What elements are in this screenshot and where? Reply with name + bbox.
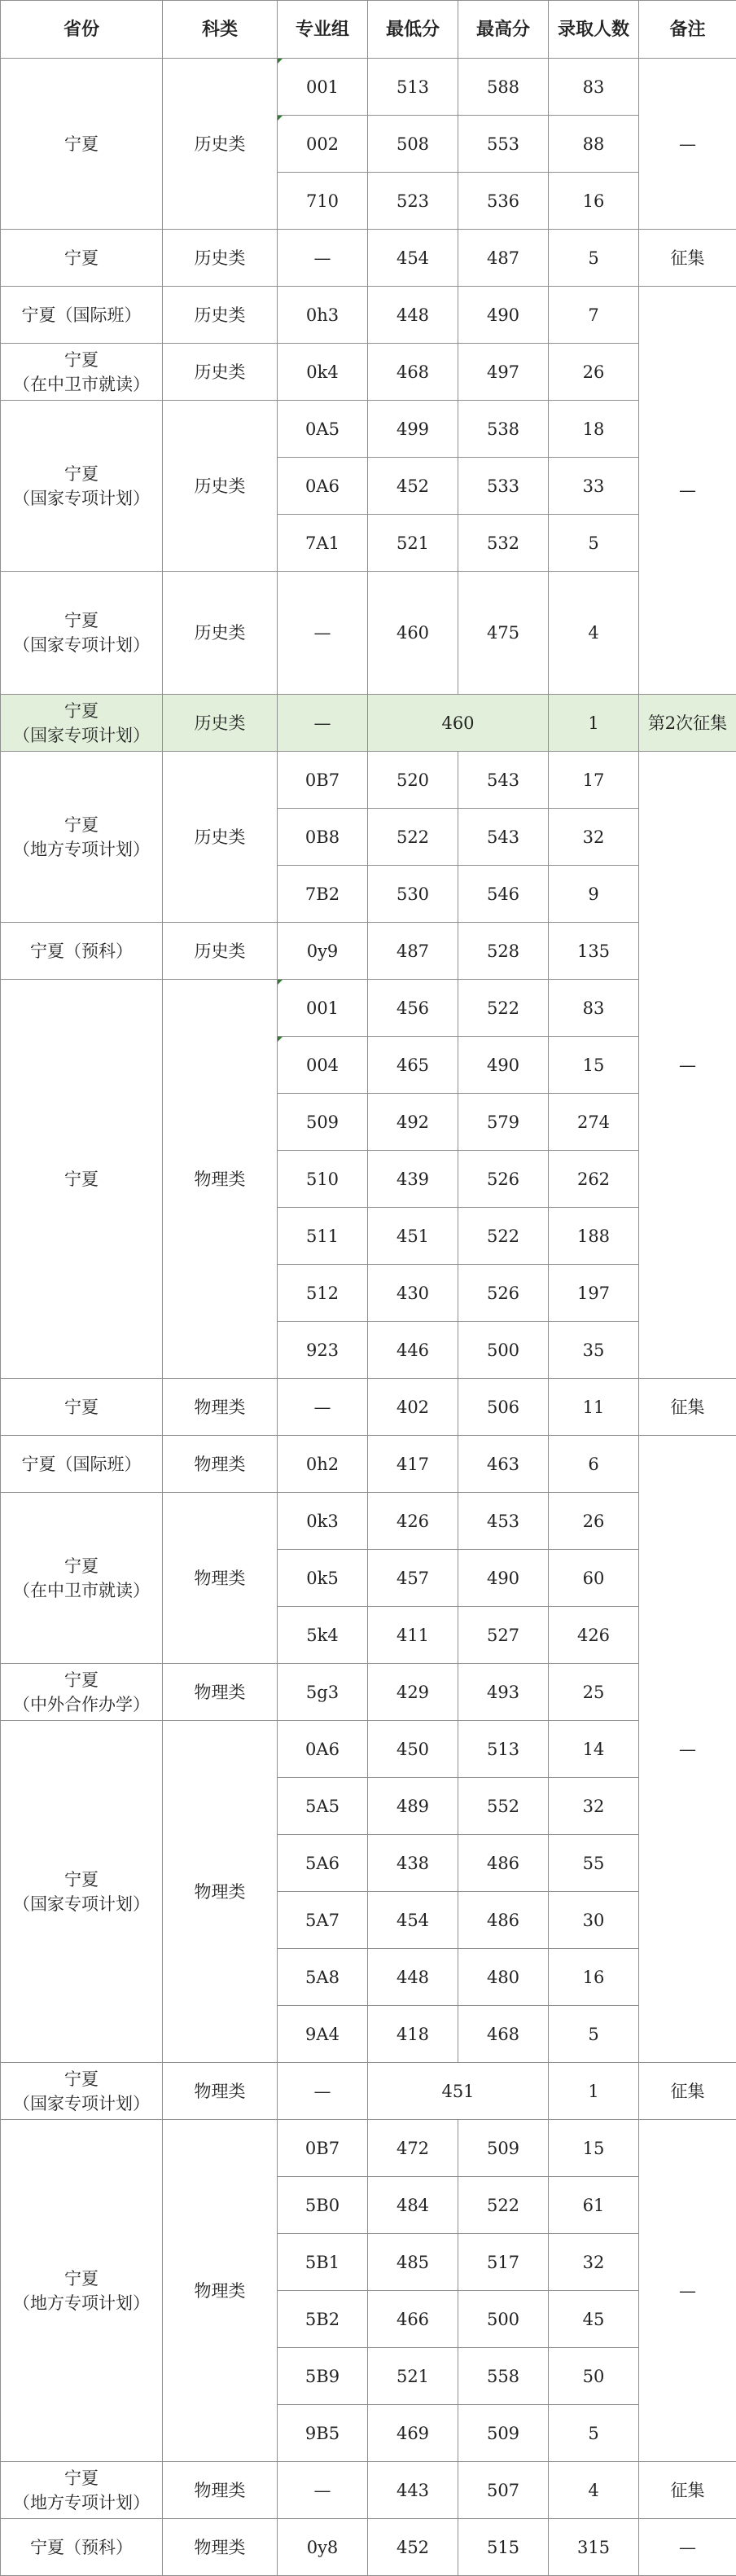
- max-score-cell: 500: [458, 1322, 549, 1379]
- province-cell: 宁夏（预科）: [1, 923, 163, 980]
- header-admitted-count: 录取人数: [549, 1, 639, 59]
- major-group-cell: 5B1: [278, 2234, 368, 2291]
- subject-cell: 历史类: [163, 572, 278, 695]
- major-group-cell: —: [278, 572, 368, 695]
- remark-cell: 征集: [639, 1379, 736, 1436]
- max-score-cell: 487: [458, 230, 549, 287]
- min-score-cell: 523: [368, 173, 458, 230]
- province-cell: 宁夏 （国家专项计划）: [1, 572, 163, 695]
- table-row: [1, 980, 736, 1037]
- table-row: [1, 1721, 736, 1778]
- table-row: [1, 1379, 736, 1436]
- remark-cell: —: [639, 2519, 736, 2576]
- header-min-score: 最低分: [368, 1, 458, 59]
- max-score-cell: 463: [458, 1436, 549, 1493]
- min-score-cell: 443: [368, 2462, 458, 2519]
- header-major-group: 专业组: [278, 1, 368, 59]
- major-group-cell: 923: [278, 1322, 368, 1379]
- min-score-cell: 454: [368, 230, 458, 287]
- table-row: [1, 344, 736, 401]
- admitted-count-cell: 16: [549, 1949, 639, 2006]
- admitted-count-cell: 30: [549, 1892, 639, 1949]
- min-score-cell: 452: [368, 458, 458, 515]
- max-score-cell: 588: [458, 59, 549, 116]
- admitted-count-cell: 1: [549, 2063, 639, 2120]
- subject-cell: 物理类: [163, 2462, 278, 2519]
- admitted-count-cell: 15: [549, 1037, 639, 1094]
- max-score-cell: 509: [458, 2120, 549, 2177]
- header-row: [1, 1, 736, 59]
- max-score-cell: 546: [458, 866, 549, 923]
- subject-cell: 历史类: [163, 287, 278, 344]
- subject-cell: 历史类: [163, 59, 278, 230]
- table-row: [1, 1664, 736, 1721]
- min-score-cell: 460: [368, 572, 458, 695]
- admitted-count-cell: 83: [549, 59, 639, 116]
- max-score-cell: 513: [458, 1721, 549, 1778]
- admitted-count-cell: 6: [549, 1436, 639, 1493]
- max-score-cell: 497: [458, 344, 549, 401]
- admitted-count-cell: 14: [549, 1721, 639, 1778]
- min-score-cell: 457: [368, 1550, 458, 1607]
- admitted-count-cell: 5: [549, 2006, 639, 2063]
- max-score-cell: 490: [458, 1550, 549, 1607]
- province-cell: 宁夏（国际班）: [1, 1436, 163, 1493]
- admitted-count-cell: 262: [549, 1151, 639, 1208]
- max-score-cell: 522: [458, 2177, 549, 2234]
- header-max-score: 最高分: [458, 1, 549, 59]
- min-score-cell: 439: [368, 1151, 458, 1208]
- subject-cell: 物理类: [163, 1721, 278, 2063]
- major-group-cell: 512: [278, 1265, 368, 1322]
- max-score-cell: 536: [458, 173, 549, 230]
- max-score-cell: 538: [458, 401, 549, 458]
- min-score-cell: 418: [368, 2006, 458, 2063]
- major-group-cell: 5k4: [278, 1607, 368, 1664]
- remark-cell: —: [639, 752, 736, 1379]
- min-score-cell: 520: [368, 752, 458, 809]
- major-group-cell: 511: [278, 1208, 368, 1265]
- major-group-cell: 509: [278, 1094, 368, 1151]
- subject-cell: 历史类: [163, 923, 278, 980]
- score-cell: 460: [368, 695, 549, 752]
- max-score-cell: 579: [458, 1094, 549, 1151]
- major-group-cell: —: [278, 2462, 368, 2519]
- min-score-cell: 448: [368, 1949, 458, 2006]
- max-score-cell: 532: [458, 515, 549, 572]
- min-score-cell: 472: [368, 2120, 458, 2177]
- min-score-cell: 484: [368, 2177, 458, 2234]
- province-cell: 宁夏: [1, 1379, 163, 1436]
- max-score-cell: 526: [458, 1265, 549, 1322]
- min-score-cell: 489: [368, 1778, 458, 1835]
- province-cell: 宁夏: [1, 980, 163, 1379]
- admitted-count-cell: 1: [549, 695, 639, 752]
- subject-cell: 物理类: [163, 2063, 278, 2120]
- major-group-cell: —: [278, 695, 368, 752]
- subject-cell: 物理类: [163, 1379, 278, 1436]
- major-group-cell: 004: [278, 1037, 368, 1094]
- table-row: [1, 1493, 736, 1550]
- remark-cell: 征集: [639, 2462, 736, 2519]
- min-score-cell: 492: [368, 1094, 458, 1151]
- max-score-cell: 507: [458, 2462, 549, 2519]
- major-group-cell: 5A7: [278, 1892, 368, 1949]
- major-group-cell: 0B7: [278, 2120, 368, 2177]
- min-score-cell: 521: [368, 2348, 458, 2405]
- table-row: [1, 2462, 736, 2519]
- max-score-cell: 558: [458, 2348, 549, 2405]
- admitted-count-cell: 50: [549, 2348, 639, 2405]
- table-row: [1, 1436, 736, 1493]
- major-group-cell: 0y8: [278, 2519, 368, 2576]
- table-row: [1, 59, 736, 116]
- subject-cell: 历史类: [163, 230, 278, 287]
- min-score-cell: 411: [368, 1607, 458, 1664]
- min-score-cell: 469: [368, 2405, 458, 2462]
- admitted-count-cell: 35: [549, 1322, 639, 1379]
- admitted-count-cell: 5: [549, 515, 639, 572]
- admitted-count-cell: 15: [549, 2120, 639, 2177]
- table-row: [1, 572, 736, 695]
- remark-cell: —: [639, 2120, 736, 2462]
- min-score-cell: 450: [368, 1721, 458, 1778]
- major-group-cell: 0k3: [278, 1493, 368, 1550]
- admitted-count-cell: 32: [549, 1778, 639, 1835]
- major-group-cell: 0A6: [278, 1721, 368, 1778]
- admitted-count-cell: 18: [549, 401, 639, 458]
- min-score-cell: 530: [368, 866, 458, 923]
- major-group-cell: 001: [278, 59, 368, 116]
- max-score-cell: 490: [458, 287, 549, 344]
- province-cell: 宁夏 （地方专项计划）: [1, 2462, 163, 2519]
- major-group-cell: 5A8: [278, 1949, 368, 2006]
- admitted-count-cell: 274: [549, 1094, 639, 1151]
- max-score-cell: 490: [458, 1037, 549, 1094]
- subject-cell: 物理类: [163, 1493, 278, 1664]
- max-score-cell: 528: [458, 923, 549, 980]
- major-group-cell: 5A5: [278, 1778, 368, 1835]
- subject-cell: 历史类: [163, 401, 278, 572]
- admitted-count-cell: 11: [549, 1379, 639, 1436]
- subject-cell: 历史类: [163, 695, 278, 752]
- max-score-cell: 515: [458, 2519, 549, 2576]
- min-score-cell: 429: [368, 1664, 458, 1721]
- min-score-cell: 456: [368, 980, 458, 1037]
- table-row: [1, 230, 736, 287]
- max-score-cell: 522: [458, 980, 549, 1037]
- subject-cell: 物理类: [163, 2519, 278, 2576]
- min-score-cell: 508: [368, 116, 458, 173]
- admitted-count-cell: 60: [549, 1550, 639, 1607]
- subject-cell: 物理类: [163, 1436, 278, 1493]
- table-row: [1, 2519, 736, 2576]
- admitted-count-cell: 197: [549, 1265, 639, 1322]
- max-score-cell: 533: [458, 458, 549, 515]
- remark-cell: —: [639, 1436, 736, 2063]
- max-score-cell: 522: [458, 1208, 549, 1265]
- admitted-count-cell: 4: [549, 572, 639, 695]
- admitted-count-cell: 45: [549, 2291, 639, 2348]
- header-remark: 备注: [639, 1, 736, 59]
- major-group-cell: 5A6: [278, 1835, 368, 1892]
- major-group-cell: 0h2: [278, 1436, 368, 1493]
- province-cell: 宁夏 （国家专项计划）: [1, 1721, 163, 2063]
- max-score-cell: 493: [458, 1664, 549, 1721]
- max-score-cell: 486: [458, 1835, 549, 1892]
- subject-cell: 物理类: [163, 1664, 278, 1721]
- province-cell: 宁夏 （国家专项计划）: [1, 2063, 163, 2120]
- major-group-cell: 0B7: [278, 752, 368, 809]
- major-group-cell: —: [278, 230, 368, 287]
- remark-cell: 征集: [639, 230, 736, 287]
- major-group-cell: 0h3: [278, 287, 368, 344]
- province-cell: 宁夏 （地方专项计划）: [1, 2120, 163, 2462]
- min-score-cell: 454: [368, 1892, 458, 1949]
- min-score-cell: 468: [368, 344, 458, 401]
- major-group-cell: 710: [278, 173, 368, 230]
- remark-cell: 第2次征集: [639, 695, 736, 752]
- header-subject: 科类: [163, 1, 278, 59]
- max-score-cell: 553: [458, 116, 549, 173]
- admitted-count-cell: 17: [549, 752, 639, 809]
- remark-cell: 征集: [639, 2063, 736, 2120]
- table-body: [1, 59, 736, 2576]
- min-score-cell: 466: [368, 2291, 458, 2348]
- major-group-cell: 5B0: [278, 2177, 368, 2234]
- table-row: [1, 287, 736, 344]
- admitted-count-cell: 55: [549, 1835, 639, 1892]
- max-score-cell: 486: [458, 1892, 549, 1949]
- major-group-cell: 0A5: [278, 401, 368, 458]
- major-group-cell: 0A6: [278, 458, 368, 515]
- table-row: [1, 401, 736, 458]
- min-score-cell: 446: [368, 1322, 458, 1379]
- max-score-cell: 517: [458, 2234, 549, 2291]
- max-score-cell: 475: [458, 572, 549, 695]
- min-score-cell: 402: [368, 1379, 458, 1436]
- subject-cell: 物理类: [163, 2120, 278, 2462]
- admitted-count-cell: 135: [549, 923, 639, 980]
- major-group-cell: 510: [278, 1151, 368, 1208]
- max-score-cell: 543: [458, 809, 549, 866]
- major-group-cell: 5g3: [278, 1664, 368, 1721]
- province-cell: 宁夏: [1, 59, 163, 230]
- table-row: [1, 2120, 736, 2177]
- min-score-cell: 499: [368, 401, 458, 458]
- admitted-count-cell: 32: [549, 2234, 639, 2291]
- major-group-cell: 0k4: [278, 344, 368, 401]
- province-cell: 宁夏 （在中卫市就读）: [1, 344, 163, 401]
- major-group-cell: 5B2: [278, 2291, 368, 2348]
- min-score-cell: 521: [368, 515, 458, 572]
- major-group-cell: 7A1: [278, 515, 368, 572]
- header-province: 省份: [1, 1, 163, 59]
- major-group-cell: 7B2: [278, 866, 368, 923]
- admitted-count-cell: 5: [549, 230, 639, 287]
- admitted-count-cell: 7: [549, 287, 639, 344]
- major-group-cell: 0B8: [278, 809, 368, 866]
- admitted-count-cell: 26: [549, 344, 639, 401]
- max-score-cell: 500: [458, 2291, 549, 2348]
- min-score-cell: 451: [368, 1208, 458, 1265]
- admitted-count-cell: 315: [549, 2519, 639, 2576]
- max-score-cell: 509: [458, 2405, 549, 2462]
- province-cell: 宁夏 （在中卫市就读）: [1, 1493, 163, 1664]
- table-row: [1, 2063, 736, 2120]
- max-score-cell: 552: [458, 1778, 549, 1835]
- min-score-cell: 485: [368, 2234, 458, 2291]
- admitted-count-cell: 61: [549, 2177, 639, 2234]
- min-score-cell: 513: [368, 59, 458, 116]
- max-score-cell: 468: [458, 2006, 549, 2063]
- major-group-cell: 0k5: [278, 1550, 368, 1607]
- min-score-cell: 487: [368, 923, 458, 980]
- admitted-count-cell: 26: [549, 1493, 639, 1550]
- max-score-cell: 543: [458, 752, 549, 809]
- score-cell: 451: [368, 2063, 549, 2120]
- max-score-cell: 527: [458, 1607, 549, 1664]
- min-score-cell: 438: [368, 1835, 458, 1892]
- major-group-cell: 9B5: [278, 2405, 368, 2462]
- major-group-cell: 5B9: [278, 2348, 368, 2405]
- admitted-count-cell: 188: [549, 1208, 639, 1265]
- min-score-cell: 417: [368, 1436, 458, 1493]
- remark-cell: —: [639, 59, 736, 230]
- admitted-count-cell: 33: [549, 458, 639, 515]
- admitted-count-cell: 5: [549, 2405, 639, 2462]
- major-group-cell: 002: [278, 116, 368, 173]
- min-score-cell: 522: [368, 809, 458, 866]
- subject-cell: 物理类: [163, 980, 278, 1379]
- major-group-cell: —: [278, 2063, 368, 2120]
- admitted-count-cell: 83: [549, 980, 639, 1037]
- admitted-count-cell: 16: [549, 173, 639, 230]
- subject-cell: 历史类: [163, 344, 278, 401]
- min-score-cell: 465: [368, 1037, 458, 1094]
- province-cell: 宁夏: [1, 230, 163, 287]
- min-score-cell: 448: [368, 287, 458, 344]
- min-score-cell: 426: [368, 1493, 458, 1550]
- major-group-cell: —: [278, 1379, 368, 1436]
- major-group-cell: 001: [278, 980, 368, 1037]
- admitted-count-cell: 32: [549, 809, 639, 866]
- admitted-count-cell: 4: [549, 2462, 639, 2519]
- max-score-cell: 506: [458, 1379, 549, 1436]
- min-score-cell: 430: [368, 1265, 458, 1322]
- table-row: [1, 923, 736, 980]
- subject-cell: 历史类: [163, 752, 278, 923]
- province-cell: 宁夏 （地方专项计划）: [1, 752, 163, 923]
- major-group-cell: 9A4: [278, 2006, 368, 2063]
- max-score-cell: 526: [458, 1151, 549, 1208]
- max-score-cell: 480: [458, 1949, 549, 2006]
- province-cell: 宁夏 （国家专项计划）: [1, 401, 163, 572]
- admitted-count-cell: 25: [549, 1664, 639, 1721]
- province-cell: 宁夏 （国家专项计划）: [1, 695, 163, 752]
- remark-cell: —: [639, 287, 736, 695]
- major-group-cell: 0y9: [278, 923, 368, 980]
- max-score-cell: 453: [458, 1493, 549, 1550]
- min-score-cell: 452: [368, 2519, 458, 2576]
- table-row: [1, 695, 736, 752]
- admitted-count-cell: 9: [549, 866, 639, 923]
- province-cell: 宁夏 （中外合作办学）: [1, 1664, 163, 1721]
- province-cell: 宁夏（国际班）: [1, 287, 163, 344]
- admitted-count-cell: 88: [549, 116, 639, 173]
- admitted-count-cell: 426: [549, 1607, 639, 1664]
- table-row: [1, 752, 736, 809]
- province-cell: 宁夏（预科）: [1, 2519, 163, 2576]
